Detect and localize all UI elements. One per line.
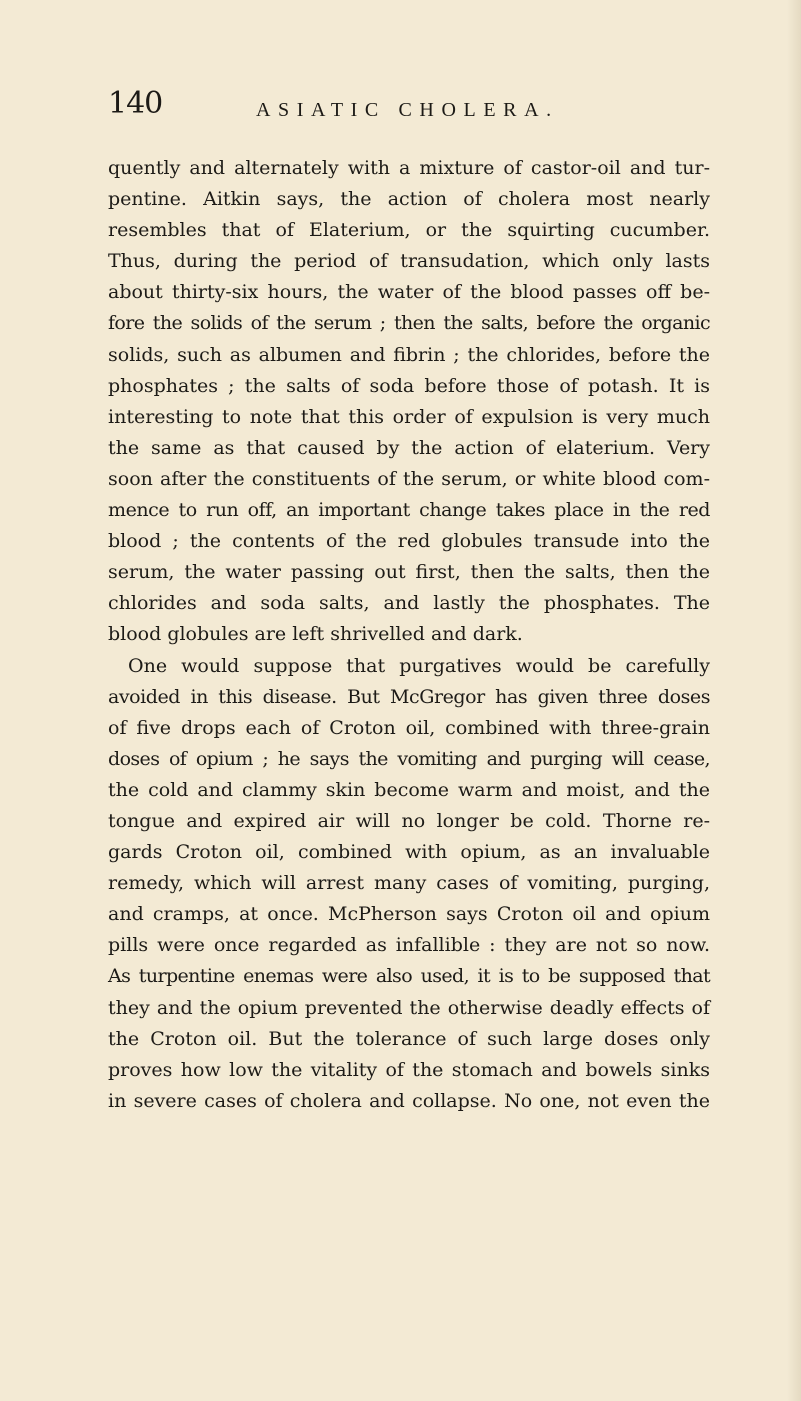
page-edge-shadow bbox=[787, 0, 801, 1401]
text-line: serum, the water passing out first, then the salts, then the bbox=[108, 561, 710, 584]
text-line: quently and alternately with a mixture of castor-oil and tur- bbox=[108, 157, 710, 179]
text-line: solids, such as albumen and fibrin ; the chlorides, before the bbox=[108, 343, 710, 366]
text-line-paragraph-start: One would suppose that purgatives would be carefully bbox=[128, 654, 710, 677]
text-line: and cramps, at once. McPherson says Croton oil and opium bbox=[108, 903, 710, 926]
text-line: gards Croton oil, combined with opium, as an invaluable bbox=[108, 841, 710, 864]
text-line: tongue and expired air will no longer be cold. Thorne re- bbox=[108, 809, 710, 832]
text-line: proves how low the vitality of the stomach and bowels sinks bbox=[108, 1058, 710, 1081]
text-line: doses of opium ; he says the vomiting and purging will cease, bbox=[108, 747, 710, 770]
text-line: the Croton oil. But the tolerance of such large doses only bbox=[108, 1027, 710, 1050]
text-line: As turpentine enemas were also used, it is to be supposed that bbox=[108, 965, 710, 988]
text-line-paragraph-end: blood globules are left shrivelled and dark. bbox=[108, 623, 523, 646]
text-line: about thirty-six hours, the water of the blood passes off be- bbox=[108, 281, 710, 304]
text-line: mence to run off, an important change takes place in the red bbox=[108, 499, 710, 522]
text-line: fore the solids of the serum ; then the salts, before the organic bbox=[108, 312, 710, 335]
text-line: phosphates ; the salts of soda before those of potash. It is bbox=[108, 374, 710, 397]
running-title: ASIATIC CHOLERA. bbox=[256, 99, 559, 121]
text-line: soon after the constituents of the serum, or white blood com- bbox=[108, 467, 710, 490]
text-line: resembles that of Elaterium, or the squirting cucumber. bbox=[108, 219, 710, 242]
text-line: chlorides and soda salts, and lastly the phosphates. The bbox=[108, 592, 710, 615]
text-line: pentine. Aitkin says, the action of cholera most nearly bbox=[108, 188, 710, 211]
text-line: pills were once regarded as infallible : they are not so now. bbox=[108, 934, 710, 957]
body-text bbox=[108, 153, 710, 1117]
text-line: interesting to note that this order of expulsion is very much bbox=[108, 405, 710, 428]
text-line: the cold and clammy skin become warm and moist, and the bbox=[108, 778, 710, 801]
text-line: Thus, during the period of transudation, which only lasts bbox=[108, 250, 710, 273]
text-line: they and the opium prevented the otherwise deadly effects of bbox=[108, 996, 710, 1019]
text-line: avoided in this disease. But McGregor has given three doses bbox=[108, 685, 710, 708]
text-line: remedy, which will arrest many cases of vomiting, purging, bbox=[108, 872, 710, 895]
text-line: of five drops each of Croton oil, combined with three-grain bbox=[108, 716, 710, 739]
text-line: in severe cases of cholera and collapse. No one, not even the bbox=[108, 1089, 710, 1112]
text-line: blood ; the contents of the red globules transude into the bbox=[108, 530, 710, 553]
page-header bbox=[108, 86, 708, 136]
text-line: the same as that caused by the action of elaterium. Very bbox=[108, 436, 710, 459]
page-number: 140 bbox=[108, 86, 163, 121]
